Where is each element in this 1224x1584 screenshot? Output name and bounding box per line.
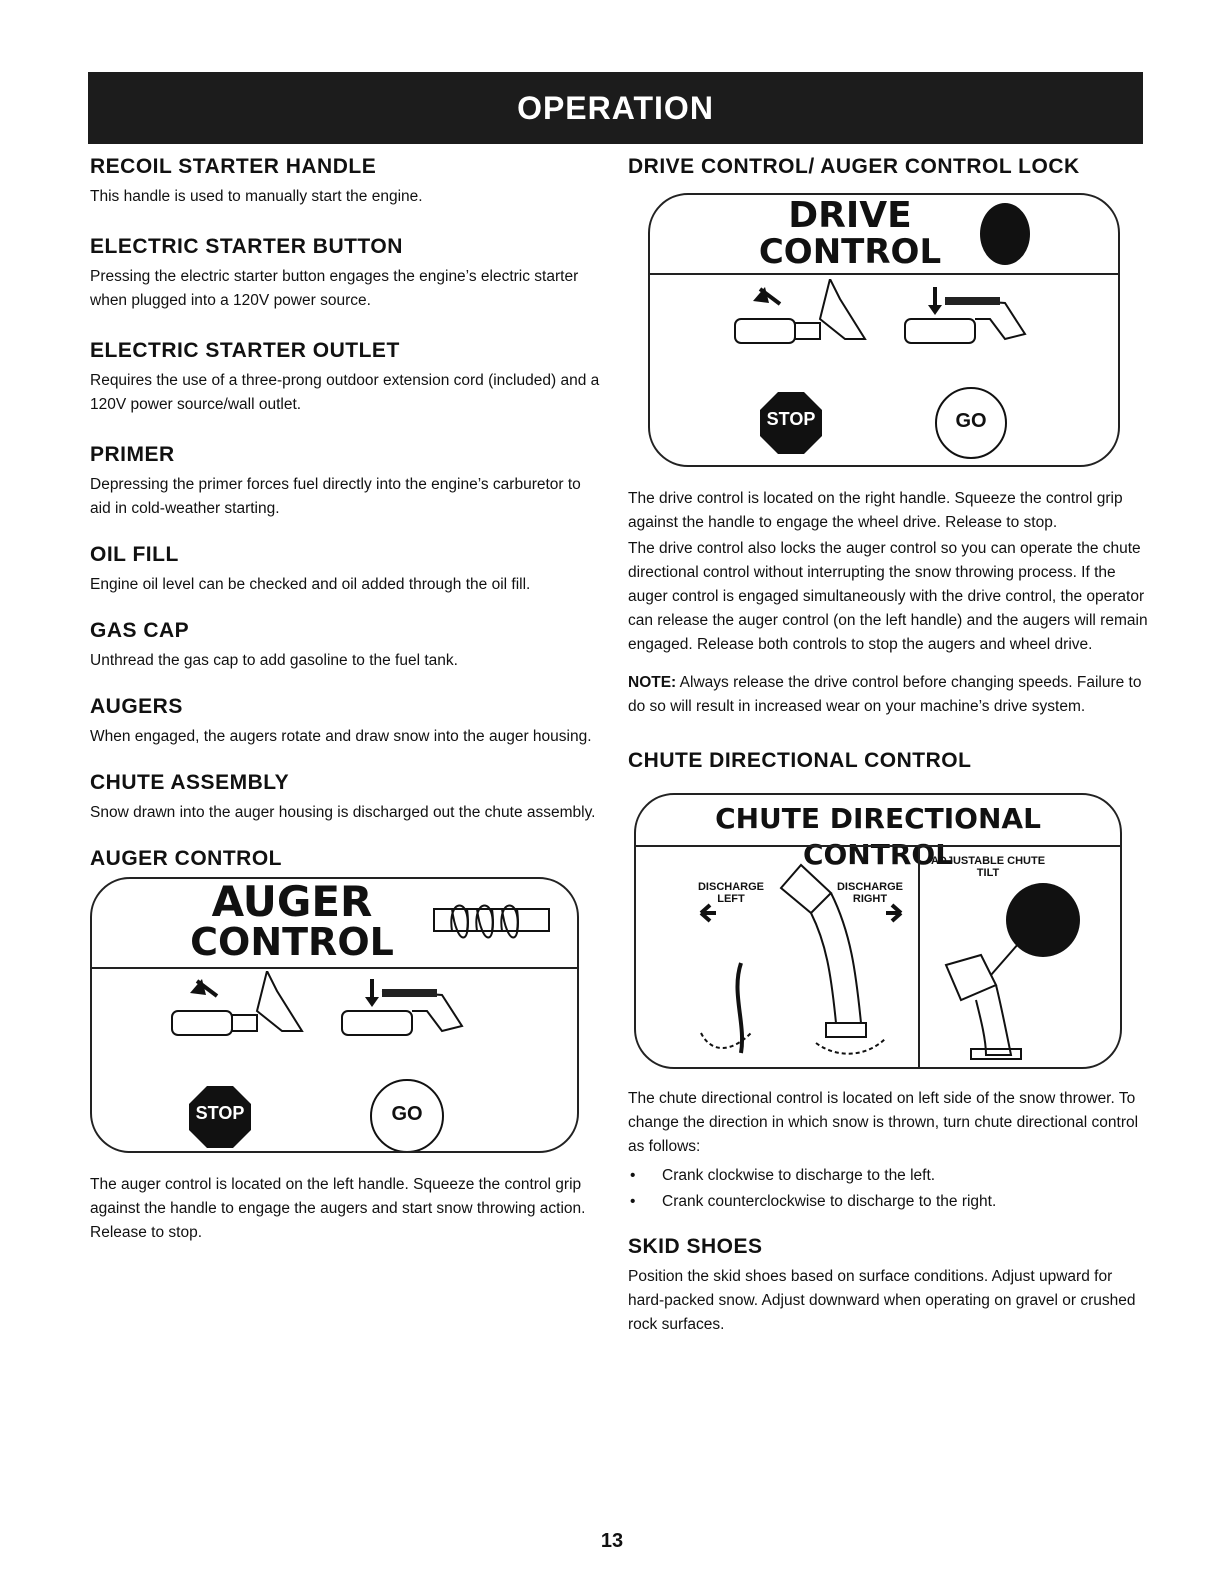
section-body: The auger control is located on the left handle. Squeeze the control grip against the handle to engage the augers and start snow throwing action. Release to stop. [90,1176,586,1241]
section-title: ELECTRIC STARTER OUTLET [90,339,400,362]
stop-label: STOP [195,1103,245,1123]
section-body: Snow drawn into the auger housing is discharged out the chute assembly. [90,804,596,821]
decal-title-line1: DRIVE [788,195,912,236]
page-number: 13 [600,1530,624,1552]
bullet-item: • Crank counterclockwise to discharge to the right. [628,1189,1148,1215]
section-drive-control [628,155,1148,719]
discharge-right-label: DISCHARGE RIGHT [836,881,903,905]
section-title: CHUTE ASSEMBLY [90,771,290,794]
section-oil-fill [90,543,600,597]
section-body: Requires the use of a three-prong outdoor extension cord (included) and a 120V power source/wall outlet. [90,372,600,413]
section-title: AUGERS [90,695,183,718]
chute-crank-illustration [686,853,916,1063]
bullet-item: • Crank clockwise to discharge to the left. [628,1163,1148,1189]
left-column [90,155,600,1263]
section-body: When engaged, the augers rotate and draw snow into the auger housing. [90,728,592,745]
section-body: The chute directional control is located on left side of the snow thrower. To change the direction in which snow is thrown, turn chute directional control as follows: [628,1090,1139,1155]
section-body: The drive control is located on the right handle. Squeeze the control grip against the handle to engage the wheel drive. Release to stop. [628,490,1123,531]
section-body: Pressing the electric starter button engages the engine’s electric starter when plugged into a 120V power source. [90,268,579,309]
section-title: SKID SHOES [628,1235,763,1258]
section-body: Unthread the gas cap to add gasoline to the fuel tank. [90,652,458,669]
decal-divider [650,273,1118,275]
handle-illustration [162,971,502,1071]
auger-icon [432,887,552,957]
section-gas-cap [90,619,600,673]
decal-title-line2: CONTROL [190,920,394,964]
section-recoil [90,155,600,209]
note-body: Always release the drive control before changing speeds. Failure to do so will result in increased wear on your machine’s drive system. [628,674,1142,715]
section-body: The drive control also locks the auger control so you can operate the chute directional control without interrupting the snow throwing process. If the auger control is engaged simultaneously with the drive control, the operator can release the auger control (on the left handle) and the augers will remain engaged. Release both controls to stop the augers and wheel drive. [628,540,1148,653]
decal-divider [636,845,1120,847]
section-primer [90,443,600,521]
auger-control-decal [90,877,579,1153]
wheel-icon [980,203,1030,265]
section-title: DRIVE CONTROL/ AUGER CONTROL LOCK [628,155,1080,178]
section-electric-button [90,235,600,313]
adjustable-chute-tilt-label: ADJUSTABLE CHUTE TILT [930,855,1046,879]
section-skid-shoes [628,1235,1148,1337]
page-banner: OPERATION [88,72,1143,144]
section-electric-outlet [90,339,600,417]
section-auger-control [90,847,600,1245]
decal-title: CHUTE DIRECTIONAL CONTROL [715,802,1041,871]
decal-title-line1: AUGER [211,877,373,926]
handle-illustration [725,279,1065,379]
section-chute-assembly [90,771,600,825]
note-label: NOTE: [628,674,677,691]
discharge-left-label: DISCHARGE LEFT [697,881,764,905]
go-label: GO [955,410,987,432]
section-title: AUGER CONTROL [90,847,282,870]
note-paragraph [628,671,1148,719]
section-chute-directional [628,749,1148,1215]
section-title: ELECTRIC STARTER BUTTON [90,235,403,258]
section-augers [90,695,600,749]
section-body: Depressing the primer forces fuel directly into the engine’s carburetor to aid in cold-weather starting. [90,476,581,517]
chute-tilt-illustration [926,945,1106,1063]
section-title: OIL FILL [90,543,179,566]
drive-control-decal [648,193,1120,467]
stop-label: STOP [766,409,816,429]
right-column [628,155,1148,1355]
section-title: CHUTE DIRECTIONAL CONTROL [628,749,972,772]
section-body: Engine oil level can be checked and oil added through the oil fill. [90,576,531,593]
decal-vertical-divider [918,845,920,1067]
section-title: GAS CAP [90,619,190,642]
chute-directional-decal [634,793,1122,1069]
section-title: RECOIL STARTER HANDLE [90,155,377,178]
decal-title-line2: CONTROL [758,232,942,272]
decal-divider [92,967,577,969]
section-title: PRIMER [90,443,175,466]
go-label: GO [391,1103,423,1125]
section-body: This handle is used to manually start the engine. [90,188,423,205]
section-body: Position the skid shoes based on surface conditions. Adjust upward for hard-packed snow. Adjust downward when operating on gravel or crushed rock surfaces. [628,1268,1136,1333]
